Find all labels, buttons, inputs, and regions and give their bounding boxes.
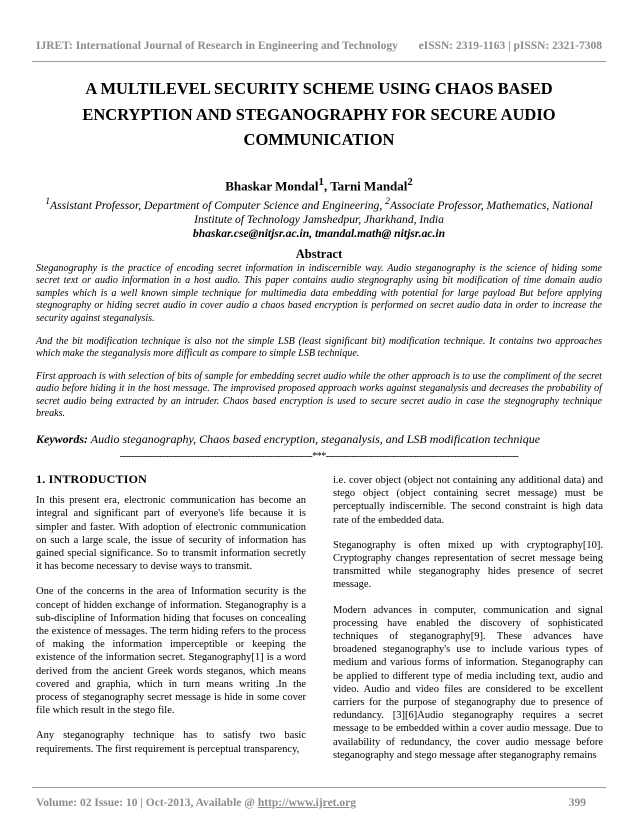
title-line-1: A MULTILEVEL SECURITY SCHEME USING CHAOS BASED <box>85 79 553 98</box>
page-number: 399 <box>568 797 586 809</box>
author-1: Bhaskar Mondal <box>225 178 319 194</box>
footer-volume <box>36 797 356 809</box>
issn: eISSN: 2319-1163 | pISSN: 2321-7308 <box>418 40 602 52</box>
author-2: Tarni Mandal <box>330 178 408 194</box>
title-line-2: ENCRYPTION AND STEGANOGRAPHY FOR SECURE AUDIO <box>82 104 556 124</box>
paper-title <box>40 76 598 153</box>
abstract-body <box>36 263 602 431</box>
affil-text-1: Assistant Professor, Department of Computer Science and Engineering, <box>50 198 386 212</box>
affil-sup-2: 2 <box>385 196 390 207</box>
author-2-sup: 2 <box>407 176 413 188</box>
affiliation-line-1 <box>30 195 608 213</box>
running-header <box>36 40 602 54</box>
journal-name: IJRET: International Journal of Research in Engineering and Technology <box>36 40 398 52</box>
author-separator: , <box>323 178 331 194</box>
affiliation <box>30 195 608 241</box>
author-list <box>0 176 638 194</box>
journal-link[interactable]: http://www.ijret.org <box>257 797 356 809</box>
title-line-3: COMMUNICATION <box>243 130 395 149</box>
footer-volume-text: Volume: 02 Issue: 10 | Oct-2013, Available @ <box>36 797 258 809</box>
affil-sup-1: 1 <box>45 196 51 207</box>
intro-paragraph-2: One of the concerns in the area of Information security is the concept of hidden exchange of information. Steganography is a sub-discipline of Information hiding that focuses on concealing the existence of messages. The term hiding refers to the process of making the information imperceptible or keeping the existence of the information secret. Steganography[1] is a word derived from the ancient Greek words steganos, which means covered and graphia, which in turn means writing .In the process of steganography secret message is hide in some cover file which result in the stego file. <box>36 586 306 717</box>
abstract-paragraph-1: Steganography is the practice of encoding secret information in indiscernible way. Audio steganography is the science of hiding some secret text or audio information in a host audio. This paper contains audio stegnography using bit modification of time domain audio samples which is a well known simple technique for multimedia data embedding with potential for large payload But before applying stegnography or hiding secret audio in cover audio a chaos based encryption is performed on secret audio data in order to increase the security against steganalysis. <box>36 263 602 324</box>
author-1-sup: 1 <box>318 176 324 188</box>
section-divider: --------------------------------------------------------------------***-------------------------------------------------------------------- <box>119 451 519 462</box>
author-emails: bhaskar.cse@nitjsr.ac.in, tmandal.math@ nitjsr.ac.in <box>192 226 446 240</box>
section-heading-introduction: 1. INTRODUCTION <box>36 472 148 486</box>
right-column <box>333 474 603 774</box>
intro-paragraph-3: Any steganography technique has to satisfy two basic requirements. The first requirement is perceptual transparency, <box>36 730 306 755</box>
keywords-label: Keywords: <box>36 432 88 446</box>
right-paragraph-1: i.e. cover object (object not containing any additional data) and stego object (object containing secret message) must be perceptually indiscernible. The second constraint is high data rate of the embedded data. <box>333 475 603 526</box>
running-footer <box>36 797 602 811</box>
left-column <box>36 473 306 768</box>
abstract-heading: Abstract <box>295 247 343 261</box>
abstract-paragraph-2: And the bit modification technique is also not the simple LSB (least significant bit) modification technique. It contains two approaches which make the steganalysis more difficult as compare to simple LSB technique. <box>36 335 602 359</box>
intro-paragraph-1: In this present era, electronic communication has become an integral and significant part of everyone's life because it is simpler and faster. With adoption of electronic communication on such a large scale, the issue of security of information has gained special significance. So to transmit information secretly it has become necessary to devise ways to transmit. <box>36 495 306 573</box>
keywords <box>36 432 602 447</box>
abstract-paragraph-3: First approach is with selection of bits of sample for embedding secret audio while the other approach is to use the compliment of the secret audio before hiding it in the host message. The improvised proposed approach works against steganalysis and decreases the probability of secret audio being extracted by an intruder. Chaos based encryption is used to secure secret audio in case the stegnography technique breaks. <box>36 370 602 420</box>
right-paragraph-2: Steganography is often mixed up with cryptography[10]. Cryptography changes representation of secret message being transmitted while steganography hides presence of secret message. <box>333 539 603 591</box>
footer-rule <box>32 787 606 788</box>
right-paragraph-3: Modern advances in computer, communication and signal processing have enabled the discovery of sophisticated techniques of steganography[9]. These advances have broadened steganography's use to include various types of medium and various forms of information. Steganography can be applied to different type of media including text, audio and video. Audio and video files are considered to be excellent carriers for the purpose of steganography due to presence of redundancy. [3][6]Audio steganography requires a secret message to be embedded within a cover audio message. Due to availability of redundancy, the cover audio message before steganography and stego message after steganography remains <box>333 604 603 761</box>
affil-text-2: Associate Professor, Mathematics, National <box>389 198 593 212</box>
affiliation-line-2: Institute of Technology Jamshedpur, Jharkhand, India <box>194 212 444 226</box>
keywords-text: Audio steganography, Chaos based encryption, steganalysis, and LSB modification technique <box>88 432 541 446</box>
header-rule <box>32 61 606 62</box>
